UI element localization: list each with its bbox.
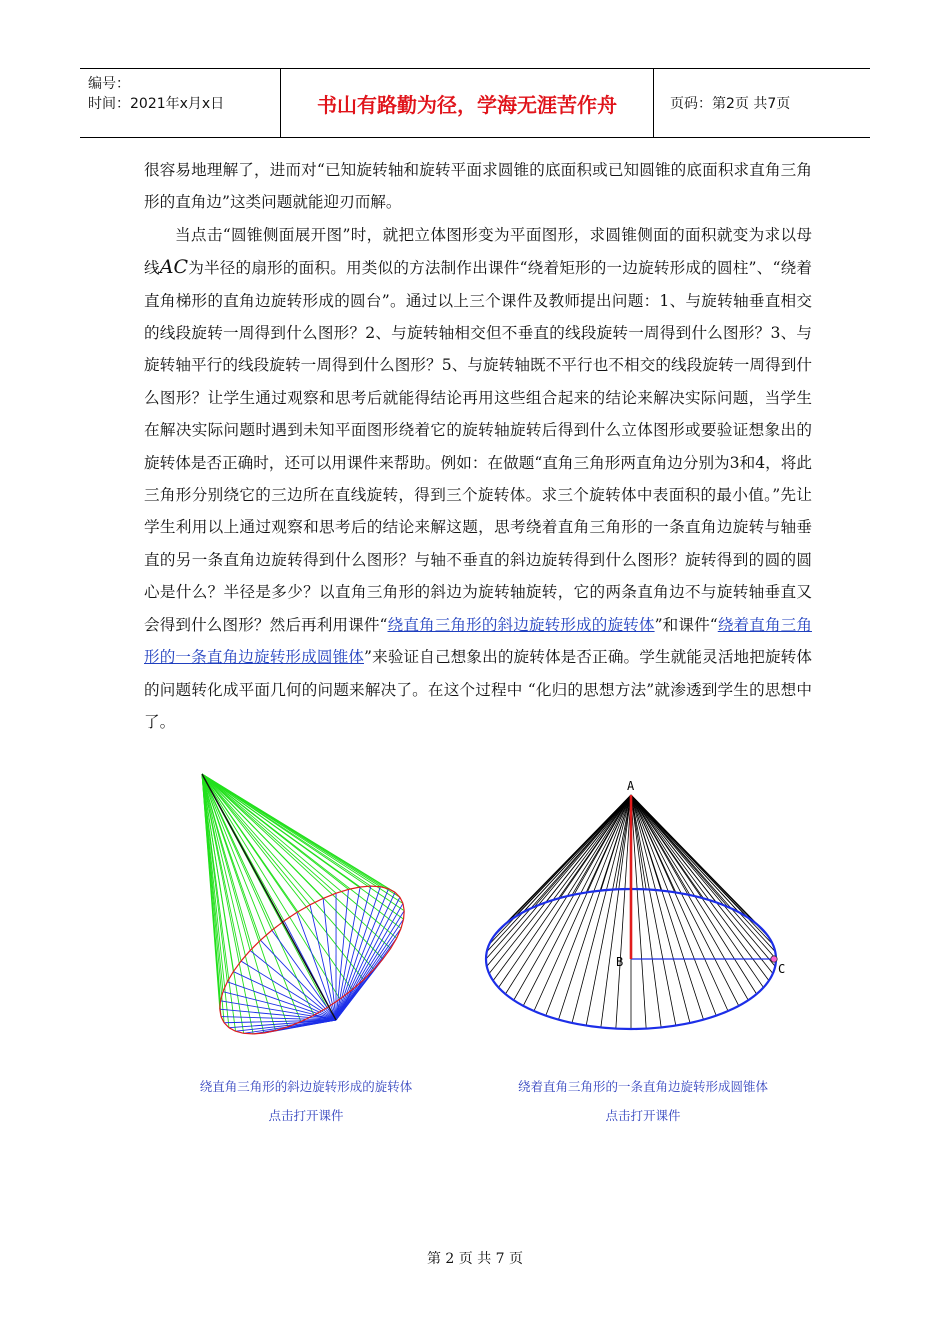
base-circle-segment xyxy=(229,1028,236,1032)
cone-generator-line xyxy=(616,795,631,1029)
cone-generator-line xyxy=(487,795,631,966)
blue-generator-line xyxy=(336,886,371,1020)
paragraph-1: 很容易地理解了，进而对“已知旋转轴和旋转平面求圆锥的底面积或已知圆锥的底面积求直角三角形的直角边”这类问题就能迎刃而解。 xyxy=(144,161,812,212)
cone-generator-line xyxy=(514,795,631,918)
right-figure-caption[interactable]: 绕着直角三角形的一条直角边旋转形成圆锥体 xyxy=(517,1079,768,1094)
right-figure-open-link[interactable]: 点击打开课件 xyxy=(605,1108,681,1123)
header-meta-cell xyxy=(80,69,281,137)
base-circle-segment xyxy=(244,1033,254,1034)
base-circle-segment xyxy=(371,886,381,887)
cone-generator-line xyxy=(505,795,631,994)
cone-generator-line xyxy=(631,795,676,892)
page-footer: 第 2 页 共 7 页 xyxy=(426,1251,524,1267)
base-circle-segment xyxy=(236,1031,244,1033)
cone-generator-line xyxy=(631,795,661,891)
cone-generator-line xyxy=(631,795,716,902)
page-info xyxy=(664,69,870,137)
paragraph-2-part-a: 当点击“圆锥侧面展开图”时，就把立体图形变为平面图形，求圆锥侧面的面积就变为求以母线 xyxy=(144,225,812,278)
cone-generator-line xyxy=(586,795,631,892)
paragraph-2-part-b: 为半径的扇形的面积。用类似的方法制作出课件“绕着矩形的一边旋转形成的圆柱”、“绕着直角梯形的直角边旋转形成的圆台”。通过以上三个课件及教师提出问题：1、与旋转轴垂直相交的线段旋转一周得到什么图形？2、与旋转轴相交但不垂直的线段旋转一周得到什么图形？3、与旋转轴平行的线段旋转一周得到什么图形？5、与旋转轴既不平行也不相交的线段旋转一周得到什么图形？让学生通过观察和思考后就能得结论再用这些组合起来的结论来解决实际问题，当学生在解决实际问题时遇到未知平面图形绕着它的旋转轴旋转后得到什么立体图形或要验证想象出的旋转体是否正确时，还可以用课件来帮助。例如：在做题“直角三角形两直角边分别为3和4，将此三角形分别绕它的三边所在直线旋转，得到三个旋转体。求三个旋转体中表面积的最小值。”先让学生利用以上通过观察和思考后的结论来解这题，思考绕着直角三角形的一条直角边旋转与轴垂直的另一条直角边旋转得到什么图形？与轴不垂直的斜边旋转得到什么图形？旋转得到的圆的圆心是什么？半径是多少？以直角三角形的斜边为旋转轴旋转，它的两条直角边不与旋转轴垂直又会得到什么图形？然后再利用课件“ xyxy=(144,259,812,634)
base-circle-segment xyxy=(284,912,297,921)
cone-generator-line xyxy=(631,795,690,895)
base-circle-segment xyxy=(250,940,260,950)
base-circle-segment xyxy=(260,930,271,940)
green-generator-line xyxy=(202,774,391,948)
base-circle-segment xyxy=(253,1033,264,1034)
point-c-handle[interactable] xyxy=(771,956,777,962)
body-text xyxy=(144,154,812,738)
page-info-text: 页码：第2页 共7页 xyxy=(670,96,791,112)
motto: 书山有路勤为径，学海无涯苦作舟 xyxy=(281,69,654,137)
document-header xyxy=(80,68,870,138)
cone-generator-line xyxy=(631,795,676,1026)
base-circle-segment xyxy=(404,911,405,919)
cone-generator-line xyxy=(631,795,757,994)
blue-generator-line xyxy=(227,982,336,1020)
double-cone-figure[interactable] xyxy=(196,770,428,1060)
green-generator-line xyxy=(202,774,374,969)
cone-generator-line xyxy=(631,795,775,966)
base-circle-segment xyxy=(383,948,391,959)
cone-generator-line xyxy=(631,795,704,898)
base-circle-segment xyxy=(348,887,360,889)
cone-generator-line xyxy=(559,795,632,898)
green-generator-line xyxy=(202,774,348,889)
point-b-label: B xyxy=(616,955,624,969)
cone-generator-line xyxy=(631,795,646,1029)
base-circle-segment xyxy=(391,938,397,948)
left-figure-open-link[interactable]: 点击打开课件 xyxy=(268,1108,344,1123)
link-leg-rotation-cone[interactable]: 绕着直角三角形的一条直角边旋转形成圆锥体 xyxy=(144,615,812,667)
cone-generator-line xyxy=(586,795,631,1026)
paragraph-2-part-d: ”来验证自己想象出的旋转体是否正确。学生就能灵活地把旋转体的问题转化成平面几何的问题来解决了。在这个过程中 “化归的思想方法”就渗透到学生的思想中了。 xyxy=(144,648,812,731)
cone-generator-line xyxy=(546,795,631,1016)
left-figure-caption[interactable]: 绕直角三角形的斜边旋转形成的旋转体 xyxy=(199,1079,413,1094)
base-circle-segment xyxy=(220,1001,221,1009)
cone-generator-line xyxy=(631,795,716,1016)
math-ac: AC xyxy=(159,256,189,279)
number-label: 编号： xyxy=(88,76,130,92)
cone-generator-line xyxy=(601,795,631,891)
point-c-label: C xyxy=(778,962,786,976)
link-hypotenuse-rotation[interactable]: 绕直角三角形的斜边旋转形成的旋转体 xyxy=(387,615,655,634)
cone-generator-line xyxy=(631,795,773,944)
cone-generator-line xyxy=(572,795,631,895)
paragraph-2-part-c: ”和课件“ xyxy=(654,615,718,634)
date-label: 时间：2021年x月x日 xyxy=(88,96,225,112)
cone-generator-line xyxy=(631,795,775,952)
point-a-label: A xyxy=(627,779,635,793)
base-circle-segment xyxy=(241,951,250,962)
cone-figure[interactable] xyxy=(480,776,792,1046)
cone-generator-line xyxy=(546,795,631,902)
paragraph-2 xyxy=(144,219,812,739)
